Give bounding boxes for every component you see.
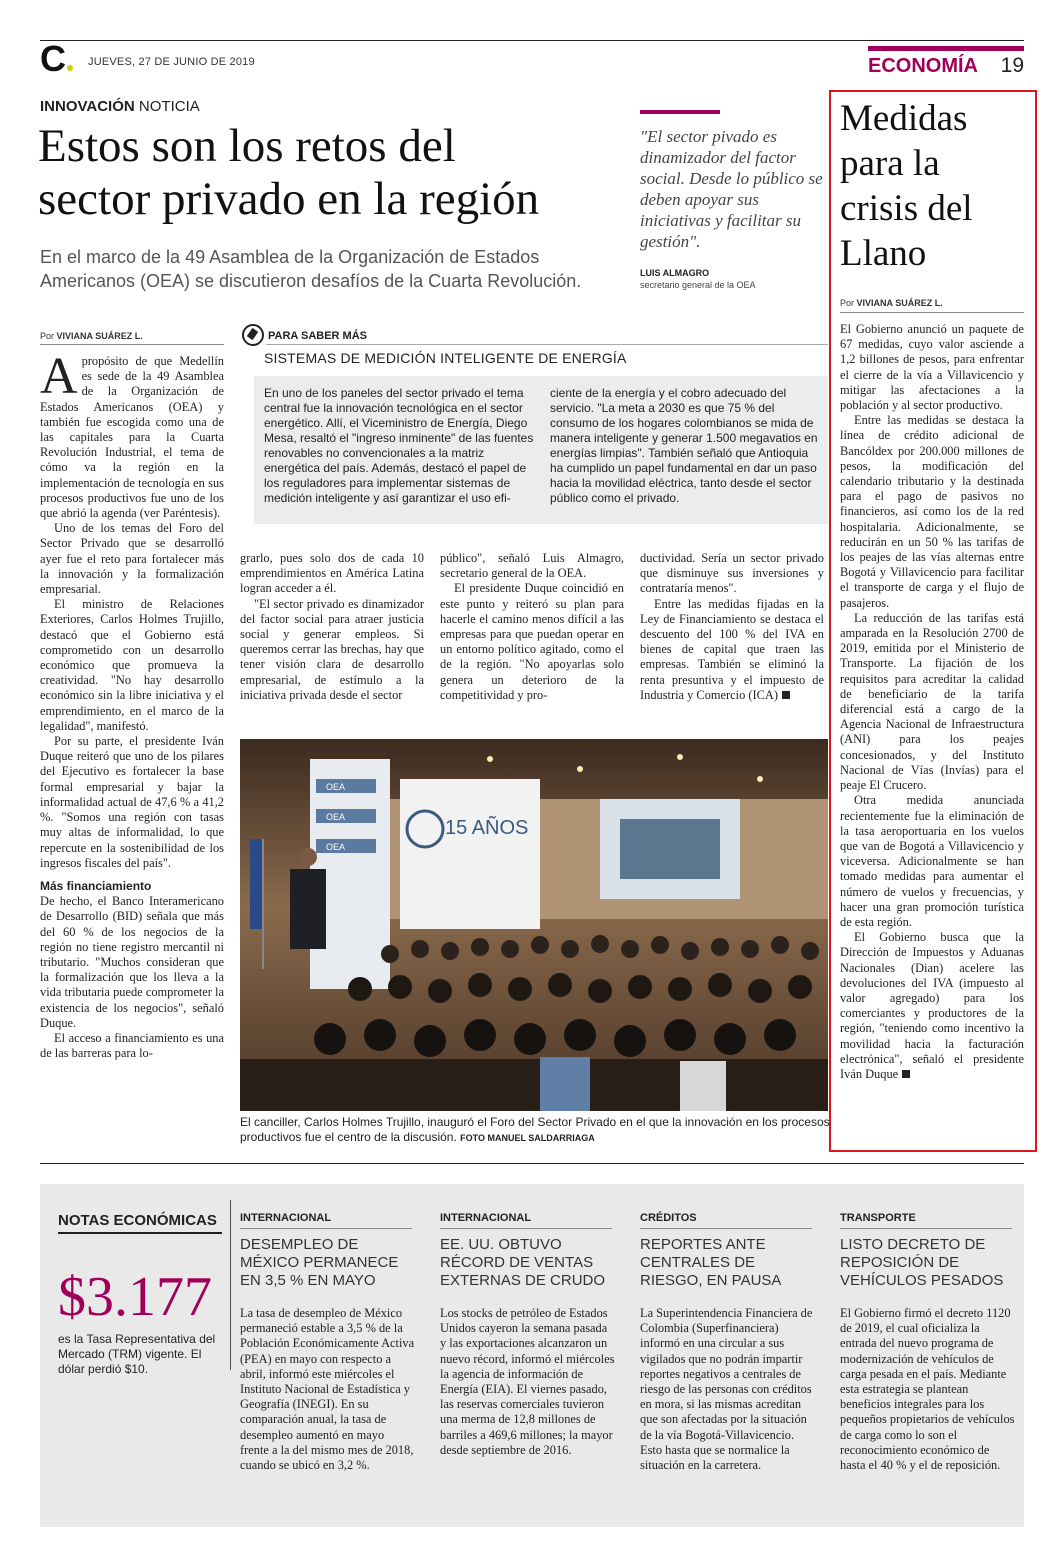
note-category-rule: [640, 1228, 812, 1229]
note-body: La Superintendencia Financiera de Colombia (Superfinanciera) informó en una circular a sus vigilados que no podrán impartir reportes negativos a centrales de riesgo de las personas con créditos en mora, si las mismas acreditan que son afectadas por la situación de la vía Bogotá-Villavicencio. Esto hasta que se normalice la situación en la carretera.: [640, 1306, 813, 1473]
trm-description: es la Tasa Representativa del Mercado (TRM) vigente. El dólar perdió $10.: [58, 1332, 216, 1376]
photo-sign-text-1: OEA: [326, 782, 346, 792]
sidebar-headline: Medidas para la crisis del Llano: [840, 98, 973, 274]
top-rule: [40, 40, 1024, 41]
para-saber-mas-column-2: ciente de la energía y el cobro adecuado del servicio. "La meta a 2030 es que 75 % del consumo de los hogares colombianos se mida de manera inteligente y generar 1.500 megavatios en energías limpias". También señaló que Antioquia ha cumplido un papel fundamental en dar un paso hacia la movilidad eléctrica, tanto desde el sector público como el privado.: [550, 386, 818, 505]
article-subhead: Más financiamiento: [40, 878, 152, 893]
note-title: REPORTES ANTE CENTRALES DE RIESGO, EN PAUSA: [640, 1236, 782, 1289]
bottom-rule: [40, 1163, 1024, 1164]
photo-sign-text-3: OEA: [326, 842, 346, 852]
note-category-rule: [240, 1228, 412, 1229]
note-title: DESEMPLEO DE MÉXICO PERMANECE EN 3,5 % EN MAYO: [240, 1236, 399, 1289]
article-byline: Por VIVIANA SUÁREZ L.: [40, 331, 143, 341]
drop-cap: A: [40, 354, 78, 405]
section-tab: [868, 46, 1024, 77]
notes-heading: NOTAS ECONÓMICAS: [58, 1212, 217, 1229]
para-saber-mas-title: SISTEMAS DE MEDICIÓN INTELIGENTE DE ENERGÍA: [264, 350, 627, 366]
pull-quote: "El sector pivado es dinamizador del factor social. Desde lo público se deben apoyar sus iniciativas y facilitar su gestión".: [640, 127, 823, 251]
article-column-2: grarlo, pues solo dos de cada 10 emprendimientos en América Latina logran acceder a él. "El sector privado es dinamizador del factor social para atraer justicia social y generar empleos. Si queremos cerrar las brechas, hay que tener visión clara de desarrollo empresarial, de estímulo a la iniciativa privada desde el sector: [240, 551, 424, 702]
trm-value: $3.177: [58, 1266, 212, 1328]
note-category-rule: [440, 1228, 612, 1229]
page-number: 19: [1000, 54, 1024, 77]
article-column-3: público", señaló Luis Almagro, secretario general de la OEA. El presidente Duque coincidió en este punto y reiteró su plan para hacerle el camino menos difícil a las empresas para que puedan operar en un entorno político agitado, como el de la región. "No apoyarlas solo genera un deterioro de la competitividad y pro-: [440, 551, 624, 702]
note-category: INTERNACIONAL: [240, 1212, 332, 1224]
pin-icon: [242, 324, 264, 346]
article-dek: En el marco de la 49 Asamblea de la Organización de Estados Americanos (OEA) se discutieron desafíos de la Cuarta Revolución.: [40, 247, 582, 291]
article-column-1: Apropósito de que Medellín es sede de la 49 Asamblea de la Organización de Estados Americanos (OEA) y también fue escogida como una de las capitales para la Cuarta Revolución Industrial, el tema de cómo va la región en la implementación de tecnología en sus procesos productivos fue uno de los que abrió la agenda (ver Paréntesis). Uno de los temas del Foro del Sector Privado que se desarrolló ayer fue el reto para fortalecer más la innovación y la formalización empresarial. El ministro de Relaciones Exteriores, Carlos Holmes Trujillo, destacó que el Gobierno está comprometido con un desarrollo económico que promueva la creatividad. "No hay desarrollo económico sin la libre iniciativa y el emprendimiento, en el marco de la legalidad", manifestó. Por su parte, el presidente Iván Duque reiteró que uno de los pilares del Ejecutivo es fortalecer la base formal empresarial y bajar la informalidad actual de 47,6 % a 41,2 %. "Somos una región con tasas muy altas de informalidad, lo que repercute en la sostenibilidad de los ingresos fiscales del país". Más financiamiento De hecho, el Banco Interamericano de Desarrollo (BID) señala que más del 60 % de los negocios de la región no tiene registro mercantil ni tributario. "Muchos consideran que la formalización que los lleva a la vida tributaria puede comprometer la existencia de los negocios", señaló Duque. El acceso a financiamiento es una de las barreras para lo-: [40, 354, 224, 1061]
section-name: ECONOMÍA: [868, 55, 978, 77]
para-saber-mas-label: PARA SABER MÁS: [268, 330, 368, 342]
article-column-4: ductividad. Sería un sector privado que disminuye sus inversiones y contrataría menos". Entre las medidas fijadas en la Ley de Financiamiento se destaca el descuento del 100 % del IVA en bienes de capital que traen las empresas. También se eliminó la renta presuntiva y el impuesto de Industria y Comercio (ICA): [640, 551, 824, 702]
logo-dot-icon: [67, 65, 73, 71]
note-body: El Gobierno firmó el decreto 1120 de 2019, el cual oficializa la entrada del nuevo programa de modernización de vehículos de carga pesada en el país. Mediante esta estrategia se plantean beneficios integrales para los pequeños propietarios de vehículos de carga como lo son el reconocimiento económico de hasta el 40 % y el de reposición.: [840, 1306, 1015, 1473]
note-body: La tasa de desempleo de México permaneció estable a 3,5 % de la Población Económicamente Activa (PEA) en mayo con respecto a abril, informó este miércoles el Instituto Nacional de Estadística y Geografía (INEGI). En su comparación anual, la tasa de desempleo aumentó en mayo frente a la del mismo mes de 2018, cuando se ubicó en 3,2 %.: [240, 1306, 415, 1473]
end-mark-icon: [902, 1070, 910, 1078]
note-title: EE. UU. OBTUVO RÉCORD DE VENTAS EXTERNAS DE CRUDO: [440, 1236, 606, 1289]
note-category: INTERNACIONAL: [440, 1212, 532, 1224]
article-kicker: INNOVACIÓN NOTICIA: [40, 98, 200, 115]
quote-author: LUIS ALMAGRO: [640, 268, 710, 278]
newspaper-logo: C: [40, 42, 73, 76]
para-saber-mas-rule: [266, 344, 828, 345]
note-body: Los stocks de petróleo de Estados Unidos cayeron la semana pasada y las exportaciones alcanzaron un nuevo récord, informó el miércoles la agencia de información de Energía (EIA). El viernes pasado, las reservas comerciales tuvieron una merma de 12,8 millones de barriles a 469,6 millones; la mayor desde septiembre de 2016.: [440, 1306, 615, 1457]
photo-sign-text-2: OEA: [326, 812, 346, 822]
note-category-rule: [840, 1228, 1012, 1229]
event-photo-illustration: [240, 739, 828, 1111]
photo-credit: FOTO MANUEL SALDARRIAGA: [460, 1133, 595, 1143]
sidebar-byline-rule: [840, 312, 1024, 313]
sidebar-byline: Por VIVIANA SUÁREZ L.: [840, 298, 943, 308]
note-category: TRANSPORTE: [840, 1212, 916, 1224]
byline-rule: [40, 344, 224, 345]
photo-caption: El canciller, Carlos Holmes Trujillo, inauguró el Foro del Sector Privado en el que la innovación en los procesos productivos fue el centro de la discusión. FOTO MANUEL SALDARRIAGA: [240, 1115, 830, 1144]
end-mark-icon: [782, 691, 790, 699]
notes-heading-rule: [58, 1232, 222, 1234]
note-title: LISTO DECRETO DE REPOSICIÓN DE VEHÍCULOS PESADOS: [840, 1236, 1004, 1289]
para-saber-mas-column-1: En uno de los paneles del sector privado el tema central fue la innovación tecnológica en el sector energético. Allí, el Viceministro de Energía, Diego Mesa, resaltó el "ingreso inminente" de las fuentes renovables no convencionales a la matriz energética del país. Además, destacó el papel de los reguladores para implementar sistemas de medición inteligente y así garantizar el uso efi-: [264, 386, 534, 505]
event-photo: [240, 739, 828, 1111]
sidebar-body: El Gobierno anunció un paquete de 67 medidas, cuyo valor asciende a 1,2 billones de pesos, para enfrentar el cierre de la vía a Villavicencio y mitigar las afectaciones a la población y al sector productivo. Entre las medidas se destaca la línea de crédito adicional de Bancóldex por 200.000 millones de pesos, la modificación del calendario tributario y la destinada para el pago de pasivos no financieros, así como los de la red hospitalaria. Adicionalmente, se reducirán en un 50 % las tarifas de los peajes de las vías alternas entre Bogotá y Villavicencio para facilitar el transporte de carga y el flujo de pasajeros. La reducción de las tarifas está amparada en la Resolución 2700 de 2019, emitida por el Ministerio de Transporte. La fijación de los requisitos para acreditar la calidad de beneficiario de la tarifa diferencial está a cargo de la Agencia Nacional de Infraestructura (ANI) para los peajes concesionados, y del Instituto Nacional de Vías (Invías) para el peaje El Crucero. Otra medida anunciada recientemente fue la eliminación de la tasa aeroportuaria en los vuelos que van de Bogotá a Villavicencio y viceversa. Adicionalmente se han tomado medidas para aumentar el número de vuelos y frecuencias, y hacer una gran promoción turística de esta región. El Gobierno busca que la Dirección de Impuestos y Aduanas Nacionales (Dian) acelere las devoluciones del IVA (impuesto al valor agregado) para los comerciantes y productores de la región, "teniendo como incentivo la movilidad hacia la facturación electrónica", señaló el presidente Iván Duque: [840, 322, 1024, 1081]
notes-divider: [230, 1200, 231, 1370]
note-category: CRÉDITOS: [640, 1212, 697, 1224]
photo-banner-text: 15 AÑOS: [445, 817, 529, 839]
quote-author-role: secretario general de la OEA: [640, 280, 756, 290]
issue-date: JUEVES, 27 DE JUNIO DE 2019: [88, 56, 255, 68]
quote-accent-rule: [640, 110, 720, 114]
article-headline: Estos son los retos del sector privado en la región: [38, 120, 540, 225]
